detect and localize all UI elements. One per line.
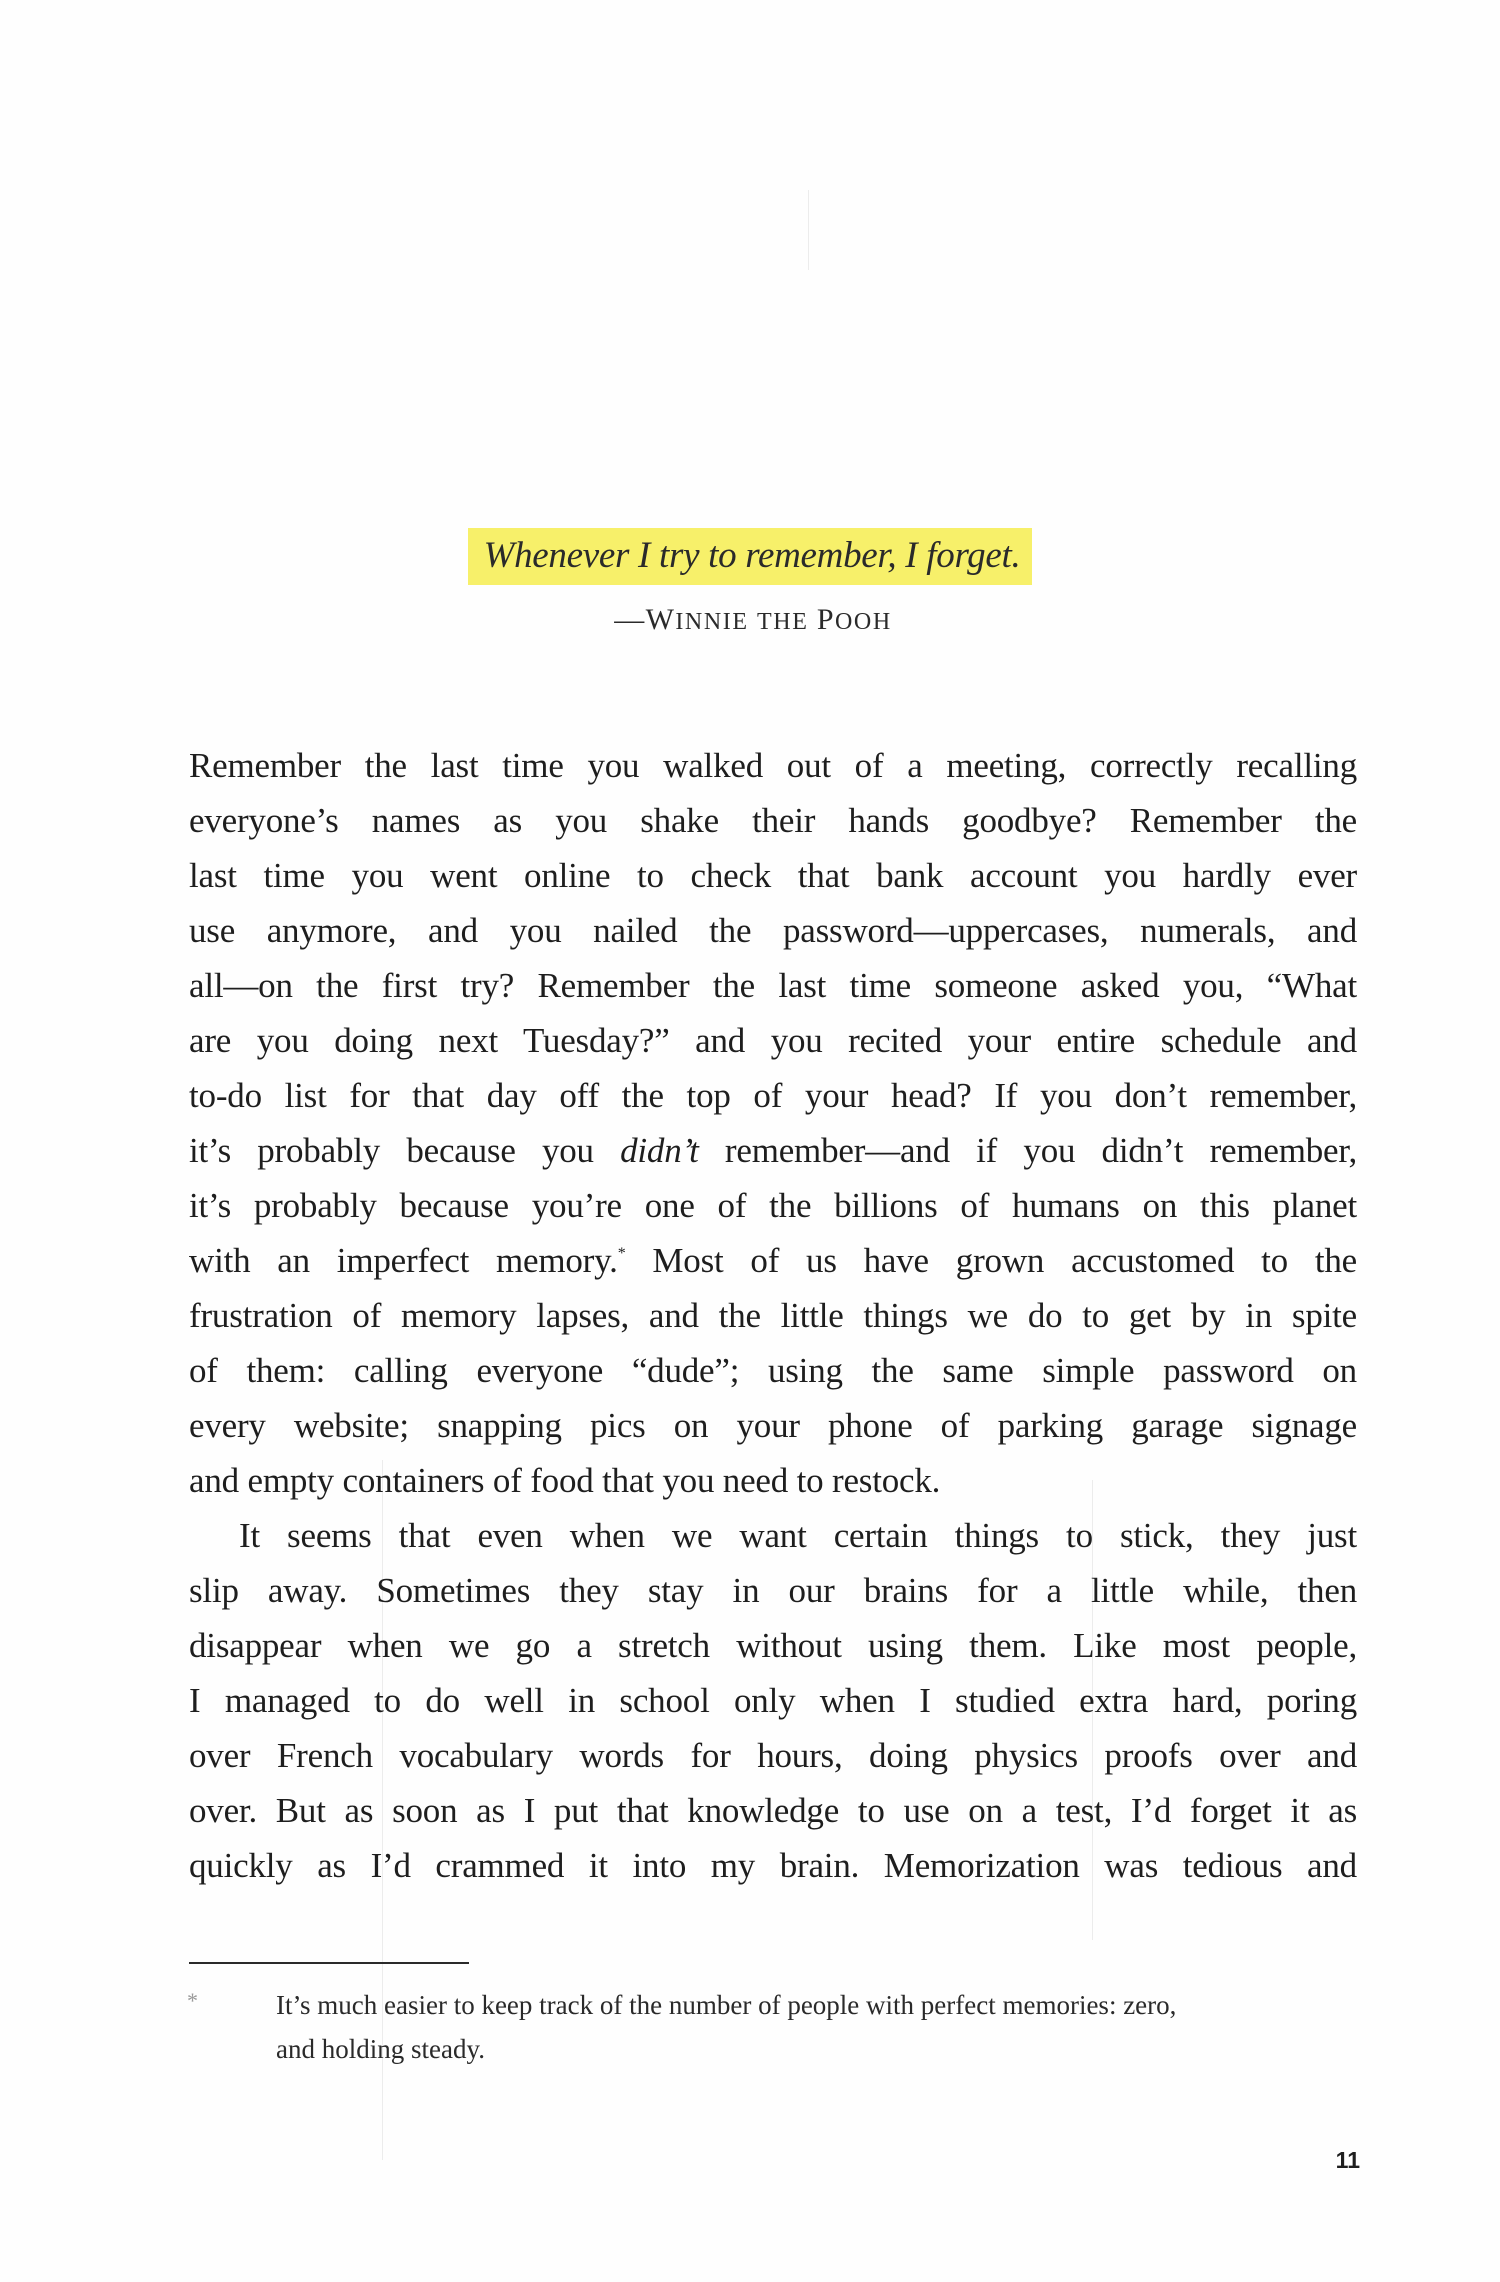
paragraph-2	[189, 1508, 1357, 1893]
epigraph	[0, 528, 1500, 637]
text-segment: it’s probably because you	[189, 1131, 621, 1170]
text-line: last time you went online to check that bank account you hardly ever	[189, 856, 1357, 895]
paragraph-1	[189, 738, 1357, 1508]
text-line: everyone’s names as you shake their hands goodbye? Remember the	[189, 801, 1357, 840]
attribution-initial-p: P	[816, 603, 835, 636]
text-line: It seems that even when we want certain things to stick, they just	[239, 1516, 1357, 1555]
text-line: over French vocabulary words for hours, doing physics proofs over and	[189, 1736, 1357, 1775]
text-line: of them: calling everyone “dude”; using the same simple password on	[189, 1351, 1357, 1390]
text-line: I managed to do well in school only when I studied extra hard, poring	[189, 1681, 1357, 1720]
text-line: Remember the last time you walked out of a meeting, correctly recalling	[189, 746, 1357, 785]
text-line: are you doing next Tuesday?” and you recited your entire schedule and	[189, 1021, 1357, 1060]
attribution-dash: —	[614, 603, 646, 636]
text-segment: remember—and if you didn’t remember,	[698, 1131, 1357, 1170]
emphasis-text: didn’t	[620, 1131, 699, 1170]
text-line: use anymore, and you nailed the password—uppercases, numerals, and	[189, 911, 1357, 950]
text-line: it’s probably because you’re one of the billions of humans on this planet	[189, 1186, 1357, 1225]
text-line	[189, 1233, 1357, 1288]
text-line: quickly as I’d crammed it into my brain. Memorization was tedious and	[189, 1846, 1357, 1885]
text-line	[189, 1123, 1357, 1178]
scan-artifact	[808, 190, 809, 270]
text-line: over. But as soon as I put that knowledge to use on a test, I’d forget it as	[189, 1791, 1357, 1830]
footnote-reference[interactable]: *	[617, 1245, 626, 1262]
footnote-mark: *	[187, 1988, 198, 2013]
attribution-ooh: OOH	[835, 609, 892, 635]
text-line: slip away. Sometimes they stay in our brains for a little while, then	[189, 1571, 1357, 1610]
epigraph-attribution	[0, 603, 1500, 637]
footnote-text-line: It’s much easier to keep track of the number of people with perfect memories: zero,	[276, 1990, 1177, 2020]
text-line: every website; snapping pics on your phone of parking garage signage	[189, 1406, 1357, 1445]
text-line: disappear when we go a stretch without using them. Like most people,	[189, 1626, 1357, 1665]
text-line: frustration of memory lapses, and the little things we do to get by in spite	[189, 1296, 1357, 1335]
text-segment: with an imperfect memory.	[189, 1241, 618, 1280]
text-line: and empty containers of food that you need to restock.	[189, 1461, 941, 1500]
attribution-initial-w: W	[645, 603, 676, 636]
text-line: to-do list for that day off the top of your head? If you don’t remember,	[189, 1076, 1357, 1115]
body-text	[189, 738, 1357, 1893]
page-number: 11	[1335, 2147, 1360, 2173]
attribution-the: THE	[757, 609, 809, 635]
footnote-text-line: and holding steady.	[276, 2034, 485, 2064]
footnote	[189, 1983, 1357, 2071]
epigraph-quote-highlighted: Whenever I try to remember, I forget.	[468, 528, 1033, 585]
footnote-divider	[189, 1962, 469, 1964]
attribution-innie: INNIE	[675, 609, 749, 635]
text-segment: Most of us have grown accustomed to the	[625, 1241, 1358, 1280]
text-line: all—on the first try? Remember the last time someone asked you, “What	[189, 966, 1357, 1005]
